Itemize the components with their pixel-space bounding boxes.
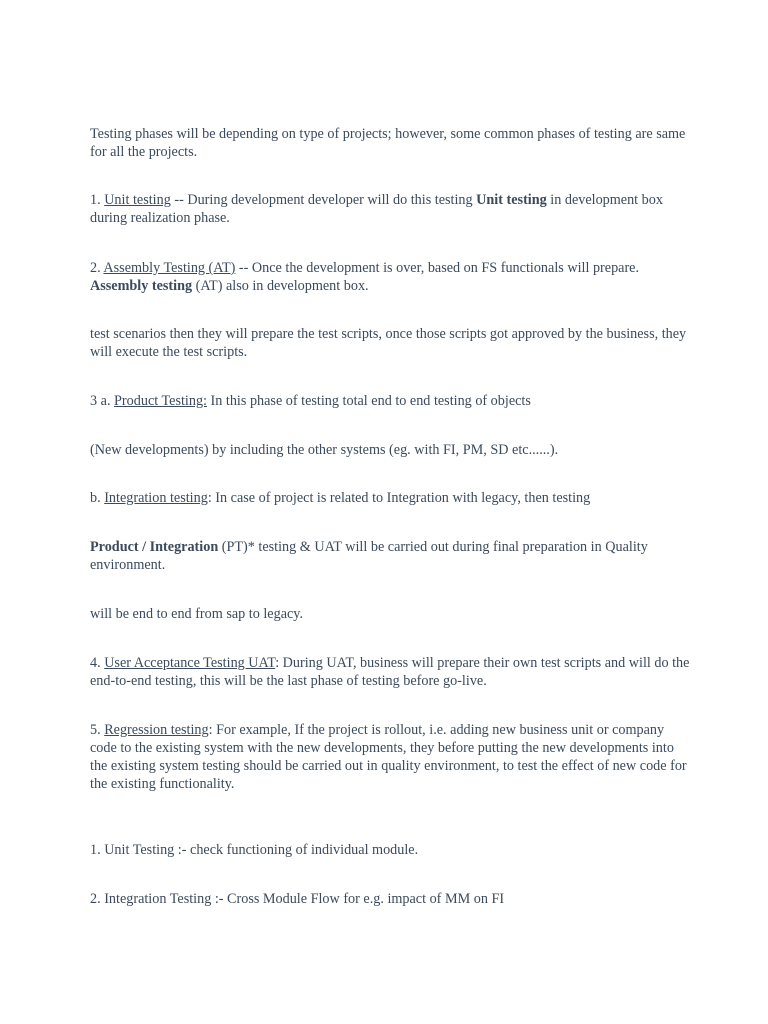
summary-integration-paragraph xyxy=(90,890,690,908)
assembly-testing-number: 2. xyxy=(90,260,104,276)
assembly-testing-paragraph xyxy=(90,259,690,295)
test-scenarios-text: test scenarios then they will prepare the test scripts, once those scripts got approved by the business, they will execute the test scripts. xyxy=(90,326,687,360)
integration-testing-number: b. xyxy=(90,490,105,506)
unit-testing-paragraph xyxy=(90,191,690,227)
uat-term: User Acceptance Testing UAT xyxy=(104,655,276,671)
unit-testing-suffix: in development box during realization phase. xyxy=(90,192,663,226)
product-testing-number: 3 a. xyxy=(90,393,115,409)
integration-testing-term: Integration testing xyxy=(104,490,208,506)
unit-testing-description: -- During development developer will do this testing xyxy=(170,192,477,208)
unit-testing-bold: Unit testing xyxy=(476,192,547,208)
unit-testing-number: 1. xyxy=(90,192,105,208)
product-integration-paragraph xyxy=(90,538,690,574)
test-scenarios-paragraph xyxy=(90,325,690,361)
assembly-testing-term: Assembly Testing (AT) xyxy=(103,260,236,276)
product-testing-term: Product Testing: xyxy=(114,393,207,409)
regression-number: 5. xyxy=(90,722,105,738)
product-integration-bold: Product / Integration xyxy=(90,539,219,555)
summary-unit-paragraph xyxy=(90,841,690,859)
summary-unit-text: 1. Unit Testing :- check functioning of individual module. xyxy=(90,842,419,858)
uat-number: 4. xyxy=(90,655,105,671)
integration-testing-description: : In case of project is related to Integration with legacy, then testing xyxy=(207,490,591,506)
intro-text: Testing phases will be depending on type of projects; however, some common phases of testing are same for all the projects. xyxy=(90,126,686,160)
end-to-end-text: will be end to end from sap to legacy. xyxy=(90,606,304,622)
new-developments-text: (New developments) by including the other systems (eg. with FI, PM, SD etc......). xyxy=(90,442,559,458)
assembly-testing-suffix: (AT) also in development box. xyxy=(192,278,369,294)
product-testing-paragraph xyxy=(90,392,690,410)
regression-description: : For example, If the project is rollout, i.e. adding new business unit or company code to the existing system with the new developments, they before putting the new developments into the existing system testing should be carried out in quality environment, to test the effect of new code for the existing functionality. xyxy=(90,722,687,792)
intro-paragraph xyxy=(90,125,690,161)
product-integration-description: (PT)* testing & UAT will be carried out during final preparation in Quality environment. xyxy=(90,539,648,573)
end-to-end-paragraph xyxy=(90,605,690,623)
new-developments-paragraph xyxy=(90,441,690,459)
uat-description: : During UAT, business will prepare their own test scripts and will do the end-to-end testing, this will be the last phase of testing before go-live. xyxy=(90,655,690,689)
uat-paragraph xyxy=(90,654,690,690)
regression-paragraph xyxy=(90,721,690,793)
assembly-testing-bold: Assembly testing xyxy=(90,278,193,294)
unit-testing-term: Unit testing xyxy=(104,192,171,208)
regression-term: Regression testing xyxy=(104,722,209,738)
assembly-testing-description: -- Once the development is over, based on FS functionals will prepare. xyxy=(235,260,640,276)
integration-testing-paragraph xyxy=(90,489,690,507)
product-testing-description: In this phase of testing total end to end testing of objects xyxy=(206,393,531,409)
summary-integration-text: 2. Integration Testing :- Cross Module Flow for e.g. impact of MM on FI xyxy=(90,891,505,907)
